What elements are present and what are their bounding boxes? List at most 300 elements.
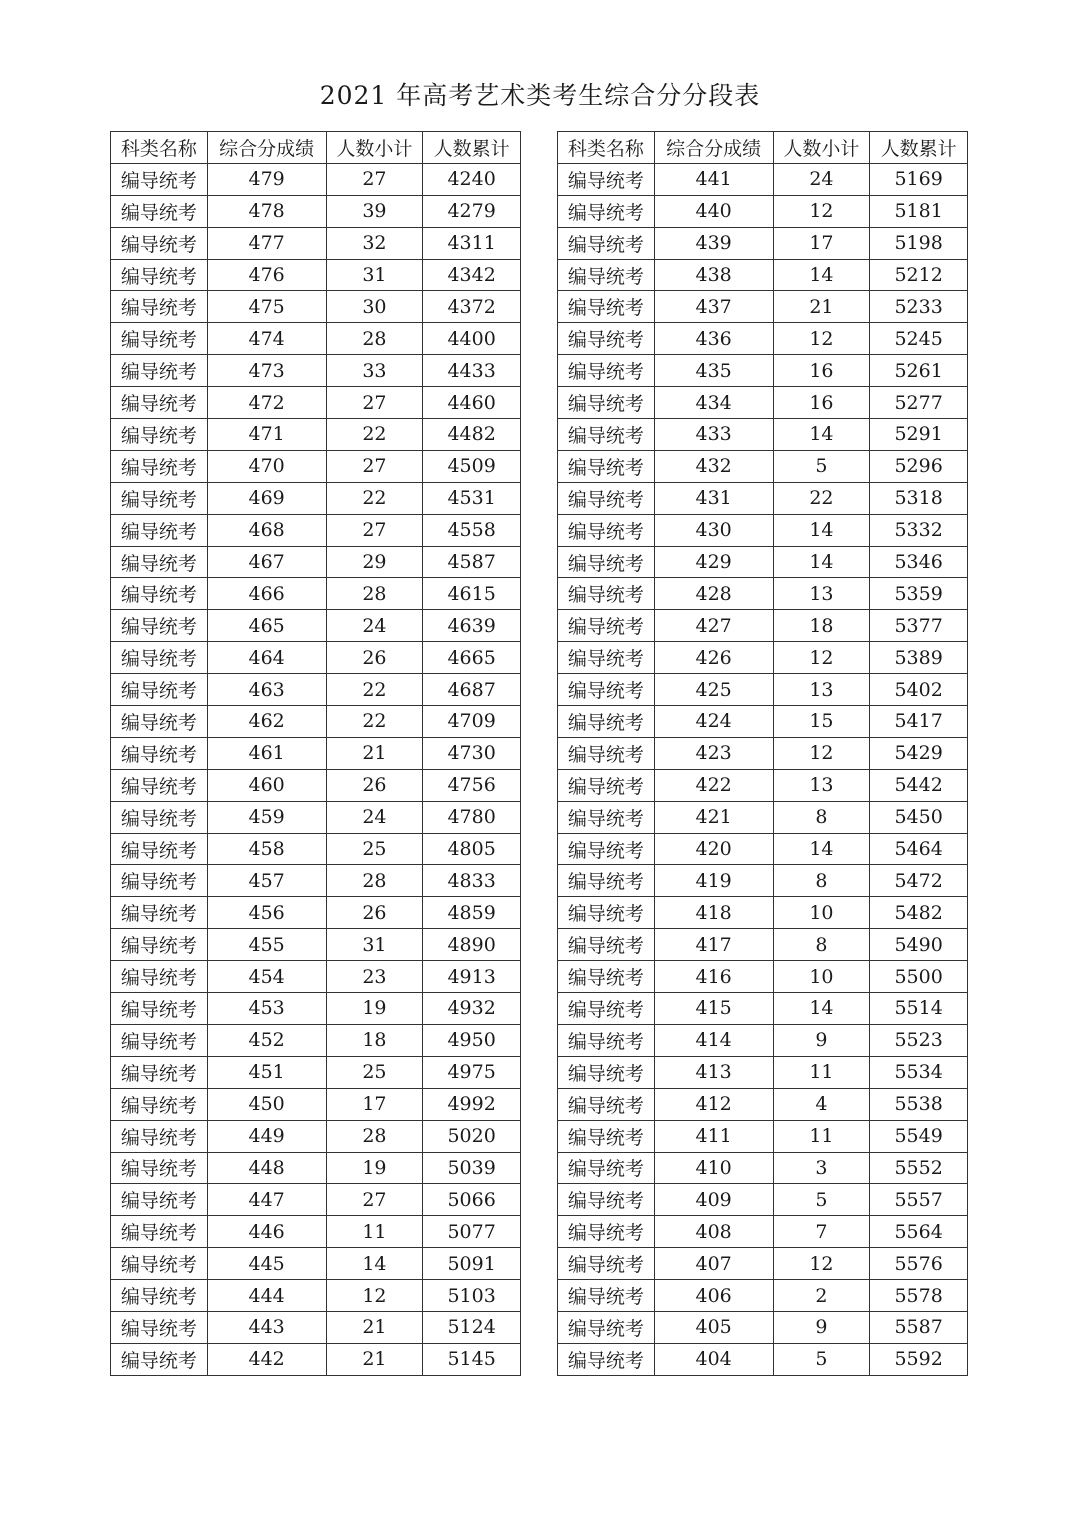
cell-cumulative: 4615 (423, 578, 521, 610)
cell-count: 27 (326, 450, 423, 482)
cell-count: 30 (326, 291, 423, 323)
cell-score: 479 (207, 163, 326, 195)
cell-score: 467 (207, 546, 326, 578)
cell-count: 25 (326, 833, 423, 865)
cell-score: 450 (207, 1088, 326, 1120)
cell-category: 编导统考 (111, 227, 208, 259)
cell-cumulative: 5359 (870, 578, 968, 610)
header-category: 科类名称 (111, 132, 208, 164)
score-table-left (110, 131, 521, 1376)
cell-score: 469 (207, 482, 326, 514)
cell-count: 21 (326, 737, 423, 769)
cell-category: 编导统考 (111, 706, 208, 738)
table-row (111, 1184, 521, 1216)
cell-cumulative: 5587 (870, 1311, 968, 1343)
table-row (558, 865, 968, 897)
cell-category: 编导统考 (111, 674, 208, 706)
cell-count: 22 (773, 482, 870, 514)
cell-cumulative: 5332 (870, 514, 968, 546)
cell-cumulative: 4342 (423, 259, 521, 291)
table-body-left (111, 163, 521, 1375)
cell-cumulative: 5296 (870, 450, 968, 482)
cell-score: 409 (654, 1184, 773, 1216)
table-row (558, 1184, 968, 1216)
cell-score: 451 (207, 1056, 326, 1088)
cell-count: 9 (773, 1024, 870, 1056)
cell-cumulative: 5578 (870, 1280, 968, 1312)
cell-category: 编导统考 (111, 1311, 208, 1343)
cell-count: 17 (326, 1088, 423, 1120)
table-row (111, 1343, 521, 1375)
cell-count: 27 (326, 1184, 423, 1216)
cell-category: 编导统考 (111, 387, 208, 419)
table-row (558, 482, 968, 514)
cell-category: 编导统考 (111, 195, 208, 227)
cell-score: 452 (207, 1024, 326, 1056)
cell-count: 7 (773, 1216, 870, 1248)
table-row (558, 227, 968, 259)
cell-score: 411 (654, 1120, 773, 1152)
cell-category: 编导统考 (558, 1248, 655, 1280)
table-row (558, 610, 968, 642)
cell-cumulative: 4531 (423, 482, 521, 514)
table-row (558, 259, 968, 291)
cell-cumulative: 5020 (423, 1120, 521, 1152)
cell-cumulative: 4240 (423, 163, 521, 195)
cell-cumulative: 4859 (423, 897, 521, 929)
cell-score: 468 (207, 514, 326, 546)
table-row (111, 195, 521, 227)
table-row (558, 961, 968, 993)
cell-score: 435 (654, 355, 773, 387)
cell-count: 32 (326, 227, 423, 259)
cell-count: 14 (773, 833, 870, 865)
cell-category: 编导统考 (111, 1056, 208, 1088)
cell-count: 28 (326, 323, 423, 355)
cell-count: 12 (773, 737, 870, 769)
cell-cumulative: 4665 (423, 642, 521, 674)
cell-cumulative: 4890 (423, 929, 521, 961)
cell-count: 14 (773, 546, 870, 578)
cell-count: 15 (773, 706, 870, 738)
cell-score: 458 (207, 833, 326, 865)
cell-score: 412 (654, 1088, 773, 1120)
table-row (558, 1024, 968, 1056)
table-row (558, 897, 968, 929)
table-row (558, 993, 968, 1025)
cell-category: 编导统考 (111, 259, 208, 291)
cell-count: 12 (326, 1280, 423, 1312)
cell-cumulative: 4932 (423, 993, 521, 1025)
cell-category: 编导统考 (558, 355, 655, 387)
cell-category: 编导统考 (558, 674, 655, 706)
cell-score: 465 (207, 610, 326, 642)
cell-count: 28 (326, 865, 423, 897)
cell-score: 424 (654, 706, 773, 738)
table-row (558, 706, 968, 738)
table-row (111, 1088, 521, 1120)
cell-score: 474 (207, 323, 326, 355)
cell-count: 19 (326, 993, 423, 1025)
cell-category: 编导统考 (558, 993, 655, 1025)
cell-score: 408 (654, 1216, 773, 1248)
cell-category: 编导统考 (111, 514, 208, 546)
cell-score: 410 (654, 1152, 773, 1184)
cell-cumulative: 5377 (870, 610, 968, 642)
table-row (558, 450, 968, 482)
cell-count: 29 (326, 546, 423, 578)
cell-category: 编导统考 (111, 929, 208, 961)
cell-category: 编导统考 (111, 291, 208, 323)
cell-count: 14 (773, 993, 870, 1025)
table-row (558, 1280, 968, 1312)
table-row (111, 1120, 521, 1152)
score-table-right (557, 131, 968, 1376)
table-row (558, 1056, 968, 1088)
cell-cumulative: 5181 (870, 195, 968, 227)
table-row (558, 355, 968, 387)
cell-cumulative: 4687 (423, 674, 521, 706)
table-row (111, 450, 521, 482)
cell-category: 编导统考 (111, 1343, 208, 1375)
cell-cumulative: 5103 (423, 1280, 521, 1312)
cell-score: 416 (654, 961, 773, 993)
cell-category: 编导统考 (558, 227, 655, 259)
cell-category: 编导统考 (111, 419, 208, 451)
cell-count: 11 (773, 1056, 870, 1088)
cell-count: 13 (773, 674, 870, 706)
cell-category: 编导统考 (111, 163, 208, 195)
cell-count: 26 (326, 897, 423, 929)
cell-score: 440 (654, 195, 773, 227)
cell-score: 437 (654, 291, 773, 323)
table-row (111, 1280, 521, 1312)
cell-score: 472 (207, 387, 326, 419)
table-row (111, 578, 521, 610)
cell-count: 24 (326, 801, 423, 833)
cell-cumulative: 4433 (423, 355, 521, 387)
cell-cumulative: 5198 (870, 227, 968, 259)
cell-category: 编导统考 (558, 769, 655, 801)
cell-score: 433 (654, 419, 773, 451)
cell-category: 编导统考 (558, 706, 655, 738)
cell-category: 编导统考 (558, 323, 655, 355)
cell-score: 438 (654, 259, 773, 291)
cell-cumulative: 5389 (870, 642, 968, 674)
table-row (111, 929, 521, 961)
cell-count: 26 (326, 769, 423, 801)
table-row (111, 1216, 521, 1248)
cell-cumulative: 4311 (423, 227, 521, 259)
table-row (558, 737, 968, 769)
header-count: 人数小计 (773, 132, 870, 164)
cell-cumulative: 5490 (870, 929, 968, 961)
cell-score: 453 (207, 993, 326, 1025)
header-cumulative: 人数累计 (423, 132, 521, 164)
cell-count: 5 (773, 450, 870, 482)
cell-score: 436 (654, 323, 773, 355)
cell-cumulative: 4400 (423, 323, 521, 355)
cell-category: 编导统考 (558, 1280, 655, 1312)
table-row (111, 1152, 521, 1184)
table-row (111, 1056, 521, 1088)
table-row (558, 578, 968, 610)
table-row (111, 514, 521, 546)
cell-count: 8 (773, 801, 870, 833)
cell-score: 415 (654, 993, 773, 1025)
table-row (558, 1311, 968, 1343)
cell-count: 12 (773, 642, 870, 674)
cell-count: 12 (773, 195, 870, 227)
cell-category: 编导统考 (558, 1056, 655, 1088)
cell-count: 33 (326, 355, 423, 387)
cell-cumulative: 4805 (423, 833, 521, 865)
table-row (558, 387, 968, 419)
table-row (558, 291, 968, 323)
cell-score: 417 (654, 929, 773, 961)
cell-category: 编导统考 (111, 323, 208, 355)
cell-category: 编导统考 (558, 801, 655, 833)
header-category: 科类名称 (558, 132, 655, 164)
cell-count: 9 (773, 1311, 870, 1343)
table-row (558, 801, 968, 833)
cell-cumulative: 5291 (870, 419, 968, 451)
cell-count: 5 (773, 1343, 870, 1375)
table-body-right (558, 163, 968, 1375)
table-row (111, 897, 521, 929)
cell-cumulative: 4460 (423, 387, 521, 419)
cell-category: 编导统考 (111, 865, 208, 897)
table-row (111, 546, 521, 578)
cell-score: 434 (654, 387, 773, 419)
table-row (558, 546, 968, 578)
cell-score: 404 (654, 1343, 773, 1375)
cell-cumulative: 5564 (870, 1216, 968, 1248)
cell-count: 12 (773, 323, 870, 355)
cell-score: 456 (207, 897, 326, 929)
cell-score: 460 (207, 769, 326, 801)
cell-category: 编导统考 (111, 450, 208, 482)
cell-count: 28 (326, 1120, 423, 1152)
table-row (111, 801, 521, 833)
cell-cumulative: 5557 (870, 1184, 968, 1216)
cell-cumulative: 5261 (870, 355, 968, 387)
cell-score: 413 (654, 1056, 773, 1088)
cell-cumulative: 5318 (870, 482, 968, 514)
cell-cumulative: 5592 (870, 1343, 968, 1375)
cell-category: 编导统考 (111, 610, 208, 642)
cell-cumulative: 5429 (870, 737, 968, 769)
cell-cumulative: 5442 (870, 769, 968, 801)
table-row (558, 514, 968, 546)
cell-cumulative: 5039 (423, 1152, 521, 1184)
cell-score: 419 (654, 865, 773, 897)
cell-category: 编导统考 (111, 546, 208, 578)
cell-category: 编导统考 (558, 419, 655, 451)
cell-category: 编导统考 (558, 450, 655, 482)
table-row (111, 642, 521, 674)
header-score: 综合分成绩 (654, 132, 773, 164)
cell-score: 407 (654, 1248, 773, 1280)
table-row (111, 1248, 521, 1280)
cell-score: 443 (207, 1311, 326, 1343)
cell-cumulative: 5523 (870, 1024, 968, 1056)
table-header-row (111, 132, 521, 164)
cell-count: 22 (326, 482, 423, 514)
cell-category: 编导统考 (111, 1216, 208, 1248)
cell-category: 编导统考 (558, 1311, 655, 1343)
cell-count: 14 (773, 514, 870, 546)
cell-score: 447 (207, 1184, 326, 1216)
table-row (111, 482, 521, 514)
table-row (111, 961, 521, 993)
cell-count: 2 (773, 1280, 870, 1312)
table-row (111, 833, 521, 865)
table-row (111, 706, 521, 738)
cell-cumulative: 5534 (870, 1056, 968, 1088)
cell-score: 428 (654, 578, 773, 610)
cell-count: 25 (326, 1056, 423, 1088)
cell-count: 27 (326, 163, 423, 195)
table-row (111, 259, 521, 291)
table-row (111, 865, 521, 897)
cell-score: 429 (654, 546, 773, 578)
cell-category: 编导统考 (558, 1184, 655, 1216)
cell-category: 编导统考 (558, 642, 655, 674)
cell-cumulative: 5145 (423, 1343, 521, 1375)
cell-count: 24 (326, 610, 423, 642)
cell-score: 457 (207, 865, 326, 897)
cell-score: 462 (207, 706, 326, 738)
cell-count: 16 (773, 355, 870, 387)
cell-category: 编导统考 (558, 833, 655, 865)
cell-score: 426 (654, 642, 773, 674)
table-row (111, 291, 521, 323)
cell-count: 17 (773, 227, 870, 259)
cell-category: 编导统考 (558, 482, 655, 514)
cell-count: 39 (326, 195, 423, 227)
cell-score: 459 (207, 801, 326, 833)
cell-score: 461 (207, 737, 326, 769)
cell-cumulative: 4639 (423, 610, 521, 642)
cell-cumulative: 5169 (870, 163, 968, 195)
cell-count: 5 (773, 1184, 870, 1216)
table-row (111, 355, 521, 387)
header-cumulative: 人数累计 (870, 132, 968, 164)
cell-category: 编导统考 (558, 961, 655, 993)
cell-category: 编导统考 (558, 291, 655, 323)
cell-count: 22 (326, 706, 423, 738)
table-row (111, 737, 521, 769)
cell-category: 编导统考 (111, 1120, 208, 1152)
cell-score: 430 (654, 514, 773, 546)
cell-cumulative: 5514 (870, 993, 968, 1025)
cell-score: 406 (654, 1280, 773, 1312)
cell-count: 14 (326, 1248, 423, 1280)
cell-score: 414 (654, 1024, 773, 1056)
table-header-row (558, 132, 968, 164)
cell-category: 编导统考 (111, 1088, 208, 1120)
cell-cumulative: 4587 (423, 546, 521, 578)
table-row (558, 1248, 968, 1280)
cell-score: 432 (654, 450, 773, 482)
cell-cumulative: 4913 (423, 961, 521, 993)
cell-count: 19 (326, 1152, 423, 1184)
table-row (558, 833, 968, 865)
header-count: 人数小计 (326, 132, 423, 164)
cell-cumulative: 4833 (423, 865, 521, 897)
cell-category: 编导统考 (558, 259, 655, 291)
cell-category: 编导统考 (558, 897, 655, 929)
cell-count: 8 (773, 929, 870, 961)
cell-category: 编导统考 (111, 1152, 208, 1184)
cell-count: 22 (326, 674, 423, 706)
cell-score: 473 (207, 355, 326, 387)
cell-count: 12 (773, 1248, 870, 1280)
table-row (558, 929, 968, 961)
cell-category: 编导统考 (111, 578, 208, 610)
cell-cumulative: 5233 (870, 291, 968, 323)
cell-score: 445 (207, 1248, 326, 1280)
table-row (111, 227, 521, 259)
cell-score: 420 (654, 833, 773, 865)
cell-count: 27 (326, 514, 423, 546)
cell-cumulative: 5538 (870, 1088, 968, 1120)
cell-cumulative: 5066 (423, 1184, 521, 1216)
cell-cumulative: 4279 (423, 195, 521, 227)
cell-score: 470 (207, 450, 326, 482)
cell-count: 8 (773, 865, 870, 897)
cell-score: 446 (207, 1216, 326, 1248)
table-row (111, 419, 521, 451)
cell-cumulative: 5091 (423, 1248, 521, 1280)
cell-count: 4 (773, 1088, 870, 1120)
cell-count: 3 (773, 1152, 870, 1184)
cell-count: 24 (773, 163, 870, 195)
page-title: 2021 年高考艺术类考生综合分分段表 (319, 81, 761, 110)
cell-count: 18 (326, 1024, 423, 1056)
cell-score: 418 (654, 897, 773, 929)
cell-cumulative: 4709 (423, 706, 521, 738)
cell-score: 455 (207, 929, 326, 961)
table-row (558, 195, 968, 227)
table-row (111, 674, 521, 706)
cell-count: 23 (326, 961, 423, 993)
table-row (111, 1311, 521, 1343)
cell-cumulative: 5402 (870, 674, 968, 706)
cell-score: 476 (207, 259, 326, 291)
cell-category: 编导统考 (558, 1216, 655, 1248)
cell-cumulative: 5552 (870, 1152, 968, 1184)
cell-score: 471 (207, 419, 326, 451)
cell-cumulative: 4509 (423, 450, 521, 482)
cell-count: 21 (326, 1311, 423, 1343)
cell-category: 编导统考 (558, 1152, 655, 1184)
cell-cumulative: 4558 (423, 514, 521, 546)
cell-cumulative: 5417 (870, 706, 968, 738)
cell-cumulative: 5277 (870, 387, 968, 419)
cell-category: 编导统考 (558, 1343, 655, 1375)
cell-cumulative: 5450 (870, 801, 968, 833)
cell-category: 编导统考 (558, 578, 655, 610)
cell-score: 442 (207, 1343, 326, 1375)
cell-score: 425 (654, 674, 773, 706)
table-row (558, 769, 968, 801)
table-row (558, 419, 968, 451)
cell-category: 编导统考 (111, 993, 208, 1025)
table-row (558, 163, 968, 195)
cell-score: 431 (654, 482, 773, 514)
